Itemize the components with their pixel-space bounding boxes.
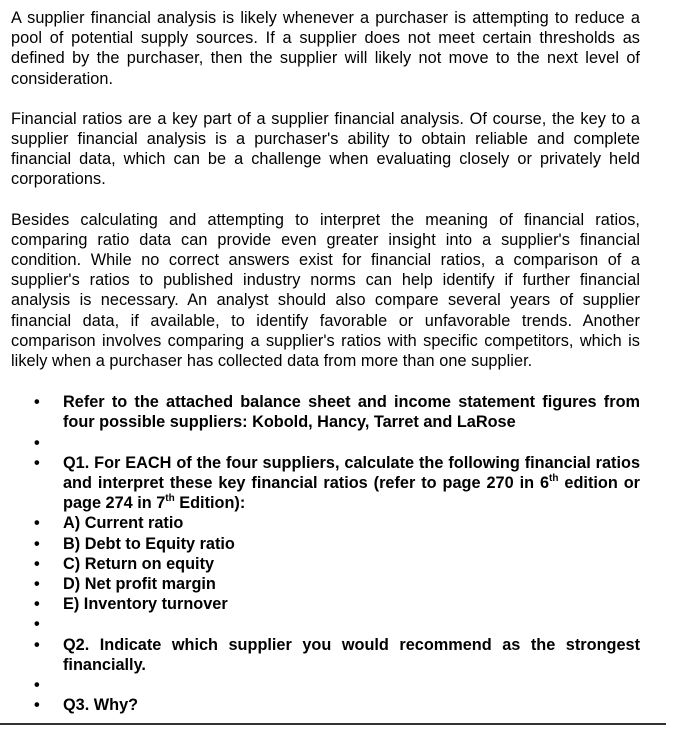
q1-text: Q1. For EACH of the four suppliers, calculate the following financial ratios and interpret these key financial ratios (refer to page 270 in 6	[63, 453, 640, 493]
list-item-empty	[11, 675, 640, 695]
bullet-icon: •	[34, 453, 40, 472]
bottom-divider	[0, 723, 666, 725]
refer-text: Refer to the attached balance sheet and income statement figures from four possible suppliers: Kobold, Hancy, Tarret and LaRose	[63, 393, 640, 432]
intro-paragraph: A supplier financial analysis is likely whenever a purchaser is attempting to reduce a pool of potential supply sources. If a supplier does not meet certain thresholds as defined by the purchaser, then the supplier will likely not move to the next level of consideration.	[11, 9, 640, 88]
return-on-equity-text: C) Return on equity	[63, 554, 215, 573]
comparison-paragraph: Besides calculating and attempting to interpret the meaning of financial ratios, comparing ratio data can provide even greater insight into a supplier's financial condition. While no correct answers exist for financial ratios, a comparison of a supplier's ratios to published industry norms can help identify if further financial analysis is necessary. An analyst should also compare several years of supplier financial data, if available, to identify favorable or unfavorable trends. Another comparison involves comparing a supplier's ratios with specific competitors, which is likely when a purchaser has collected data from more than one supplier.	[11, 210, 640, 371]
bullet-icon: •	[34, 595, 40, 614]
q1-superscript-7th: th	[165, 492, 175, 504]
list-item-net-profit-margin	[11, 574, 640, 594]
list-item-inventory-turnover	[11, 594, 640, 614]
current-ratio-text: A) Current ratio	[63, 514, 184, 533]
bullet-icon: •	[34, 575, 40, 594]
list-item-empty	[11, 614, 640, 634]
list-item-refer	[11, 392, 640, 432]
bullet-icon: •	[34, 615, 40, 634]
bullet-icon: •	[34, 696, 40, 715]
bullet-icon: •	[34, 534, 40, 553]
q1-text-end: Edition):	[174, 494, 246, 513]
q2-text: Q2. Indicate which supplier you would recommend as the strongest financially.	[63, 635, 640, 674]
q1-text-edition: edition or page 274 in 7	[63, 474, 640, 513]
bullet-icon: •	[34, 676, 40, 695]
bullet-icon: •	[34, 514, 40, 533]
bullet-icon: •	[34, 393, 40, 412]
q3-text: Q3. Why?	[63, 696, 139, 715]
list-item-q2	[11, 635, 640, 675]
list-item-debt-to-equity	[11, 534, 640, 554]
inventory-turnover-text: E) Inventory turnover	[63, 595, 228, 614]
bullet-icon: •	[34, 635, 40, 654]
list-item-q1	[11, 453, 640, 514]
net-profit-margin-text: D) Net profit margin	[63, 575, 216, 594]
q1-superscript-6th: th	[549, 472, 559, 484]
bullet-icon: •	[34, 554, 40, 573]
list-item-empty	[11, 433, 640, 453]
debt-to-equity-text: B) Debt to Equity ratio	[63, 534, 235, 553]
bullet-icon: •	[34, 433, 40, 452]
document-page	[11, 8, 640, 715]
list-item-return-on-equity	[11, 554, 640, 574]
list-item-q3	[11, 695, 640, 715]
ratios-paragraph: Financial ratios are a key part of a supplier financial analysis. Of course, the key to a supplier financial analysis is a purchaser's ability to obtain reliable and complete financial data, which can be a challenge when evaluating closely or privately held corporations.	[11, 109, 640, 189]
assignment-list	[11, 392, 640, 715]
list-item-current-ratio	[11, 513, 640, 533]
